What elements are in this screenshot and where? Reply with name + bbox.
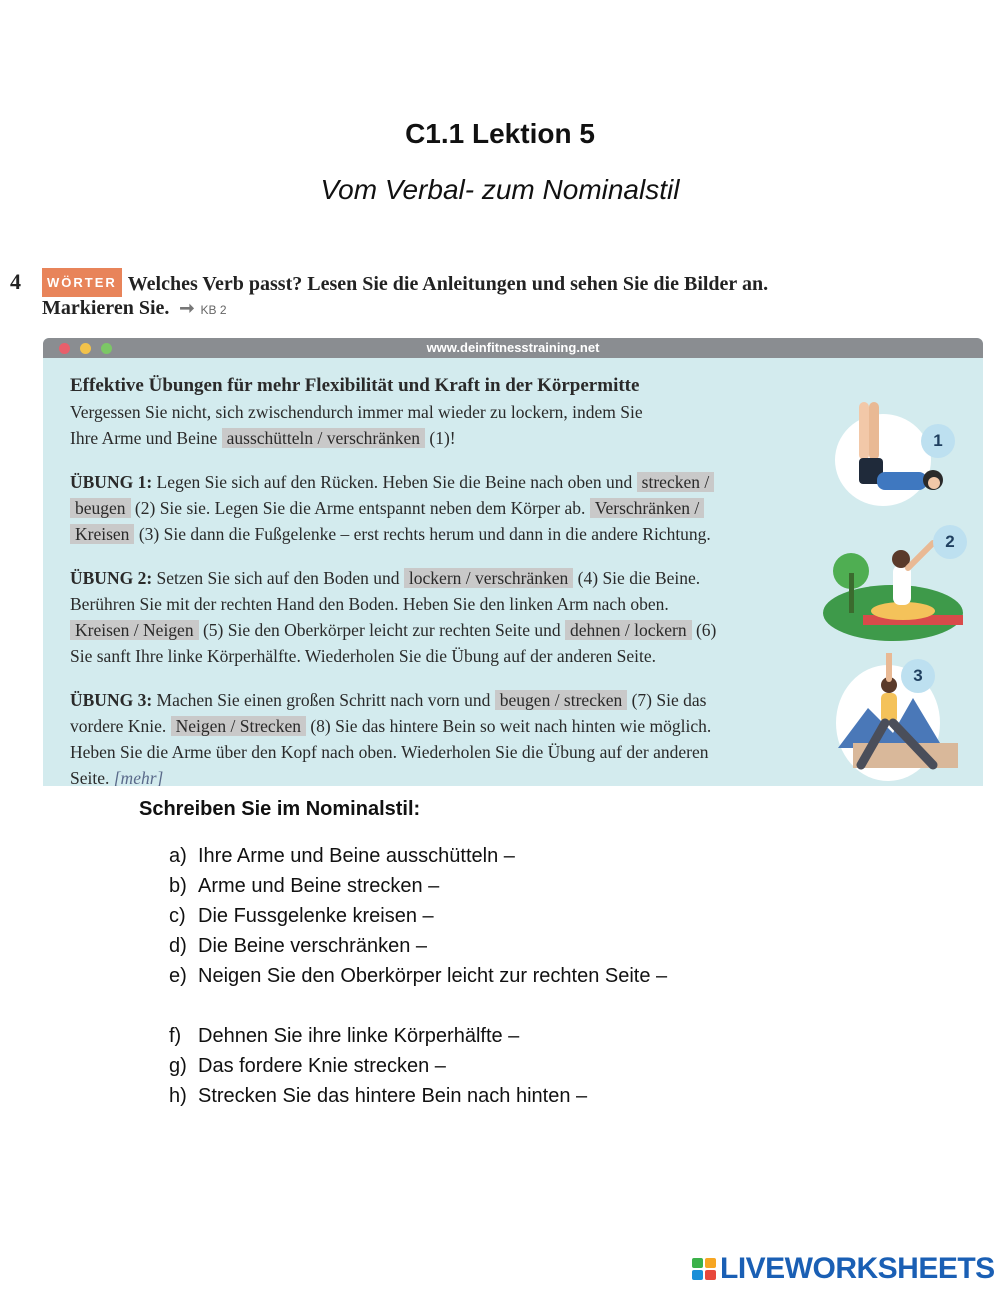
uebung-3-line-1 xyxy=(70,687,850,713)
list-item xyxy=(169,901,667,931)
choice-8[interactable]: Neigen / Strecken xyxy=(171,716,306,736)
choice-2b[interactable]: beugen xyxy=(70,498,131,518)
exercise-illustration-2 xyxy=(823,523,973,643)
uebung-1-text: Legen Sie sich auf den Rücken. Heben Sie die Beine nach oben und xyxy=(156,472,633,492)
logo-text: LIVEWORKSHEETS xyxy=(720,1252,995,1285)
list-item xyxy=(169,1021,667,1051)
liveworksheets-logo-icon xyxy=(692,1258,716,1280)
exercise-list xyxy=(169,841,667,1111)
item-letter: g) xyxy=(169,1055,187,1077)
item-letter: a) xyxy=(169,845,187,867)
uebung-2-line-4: Sie sanft Ihre linke Körperhälfte. Wiederholen Sie die Übung auf der anderen Seite. xyxy=(70,646,656,666)
list-item xyxy=(169,961,667,991)
uebung-2-number: (6) xyxy=(695,620,717,640)
uebung-2-text: Setzen Sie sich auf den Boden und xyxy=(156,568,400,588)
uebung-1-line-3 xyxy=(70,521,850,547)
uebung-3-line-4 xyxy=(70,765,850,786)
choice-3a[interactable]: Verschränken / xyxy=(590,498,704,518)
item-letter: e) xyxy=(169,965,187,987)
item-text: Die Fussgelenke kreisen – xyxy=(198,905,434,927)
list-item xyxy=(169,1051,667,1081)
list-item xyxy=(169,1081,667,1111)
uebung-1-line-1 xyxy=(70,469,850,495)
item-text: Arme und Beine strecken – xyxy=(198,875,440,897)
uebung-3-label: ÜBUNG 3: xyxy=(70,690,153,710)
task-instruction-text-2: Markieren Sie. xyxy=(42,297,170,319)
arrow-right-icon: ➞ xyxy=(179,298,195,318)
figure-number-2: 2 xyxy=(933,525,967,559)
more-link[interactable]: [mehr] xyxy=(113,768,164,786)
browser-title-bar xyxy=(43,338,983,358)
uebung-2-line-1 xyxy=(70,565,850,591)
task-line-1 xyxy=(42,268,768,298)
uebung-2-line-2: Berühren Sie mit der rechten Hand den Boden. Heben Sie den linken Arm nach oben. xyxy=(70,594,669,614)
choice-6[interactable]: dehnen / lockern xyxy=(565,620,692,640)
figure-number-3: 3 xyxy=(901,659,935,693)
choice-7[interactable]: beugen / strecken xyxy=(495,690,627,710)
figure-number-1: 1 xyxy=(921,424,955,458)
choice-5[interactable]: Kreisen / Neigen xyxy=(70,620,199,640)
task-instruction-text: Welches Verb passt? Lesen Sie die Anleitungen und sehen Sie die Bilder an. xyxy=(127,273,769,295)
item-letter: f) xyxy=(169,1025,182,1047)
uebung-2-text-2: (4) Sie die Beine. xyxy=(577,568,701,588)
list-item xyxy=(169,841,667,871)
item-letter: c) xyxy=(169,905,186,927)
page-title: C1.1 Lektion 5 xyxy=(405,118,595,149)
item-text: Neigen Sie den Oberkörper leicht zur rechten Seite – xyxy=(198,965,668,987)
uebung-3-text-3: vordere Knie. xyxy=(70,716,167,736)
uebung-3-text: Machen Sie einen großen Schritt nach vorn und xyxy=(156,690,491,710)
intro-number: (1)! xyxy=(429,428,456,448)
choice-2a[interactable]: strecken / xyxy=(637,472,715,492)
choice-4[interactable]: lockern / verschränken xyxy=(404,568,573,588)
exercise-illustration-1 xyxy=(833,388,963,508)
article-headline: Effektive Übungen für mehr Flexibilität und Kraft in der Körpermitte xyxy=(70,375,640,396)
choice-1[interactable]: ausschütteln / verschränken xyxy=(222,428,425,448)
exercise-illustration-3 xyxy=(833,653,963,783)
intro-line-1: Vergessen Sie nicht, sich zwischendurch immer mal wieder zu lockern, indem Sie xyxy=(70,402,643,422)
browser-window xyxy=(43,338,983,786)
uebung-1-text-2: (2) Sie sie. Legen Sie die Arme entspannt neben dem Körper ab. xyxy=(134,498,586,518)
uebung-3-line-3: Heben Sie die Arme über den Kopf nach oben. Wiederholen Sie die Übung auf der anderen xyxy=(70,742,709,762)
uebung-3-text-2: (7) Sie das xyxy=(631,690,707,710)
task-line-2 xyxy=(42,295,227,324)
item-letter: d) xyxy=(169,935,187,957)
article-content xyxy=(70,373,850,786)
uebung-3-text-4: (8) Sie das hintere Bein so weit nach hinten wie möglich. xyxy=(310,716,712,736)
item-letter: b) xyxy=(169,875,187,897)
item-text: Die Beine verschränken – xyxy=(198,935,428,957)
kb-reference: KB 2 xyxy=(200,303,227,317)
list-item xyxy=(169,871,667,901)
uebung-3-text-6: Seite. xyxy=(70,768,110,786)
uebung-1-line-2 xyxy=(70,495,850,521)
page-subtitle: Vom Verbal- zum Nominalstil xyxy=(320,174,680,205)
uebung-2-text-3: (5) Sie den Oberkörper leicht zur rechten Seite und xyxy=(202,620,561,640)
intro-line-2 xyxy=(70,425,850,451)
liveworksheets-logo[interactable] xyxy=(692,1252,995,1285)
item-text: Strecken Sie das hintere Bein nach hinten – xyxy=(198,1085,588,1107)
uebung-2-line-3 xyxy=(70,617,850,643)
woerter-badge: WÖRTER xyxy=(42,268,122,297)
warrior-pose-icon xyxy=(833,653,963,783)
uebung-2-label: ÜBUNG 2: xyxy=(70,568,153,588)
browser-url: www.deinfitnesstraining.net xyxy=(426,340,600,355)
uebung-1-text-3: (3) Sie dann die Fußgelenke – erst rechts herum und dann in die andere Richtung. xyxy=(138,524,711,544)
exercise-heading: Schreiben Sie im Nominalstil: xyxy=(139,798,421,820)
uebung-3-line-2 xyxy=(70,713,850,739)
uebung-1-label: ÜBUNG 1: xyxy=(70,472,153,492)
item-letter: h) xyxy=(169,1085,187,1107)
item-text: Das fordere Knie strecken – xyxy=(198,1055,446,1077)
item-text: Ihre Arme und Beine ausschütteln – xyxy=(198,845,515,867)
list-item xyxy=(169,931,667,961)
task-number: 4 xyxy=(10,269,21,294)
item-text: Dehnen Sie ihre linke Körperhälfte – xyxy=(198,1025,520,1047)
intro-text: Ihre Arme und Beine xyxy=(70,428,218,448)
choice-3b[interactable]: Kreisen xyxy=(70,524,134,544)
